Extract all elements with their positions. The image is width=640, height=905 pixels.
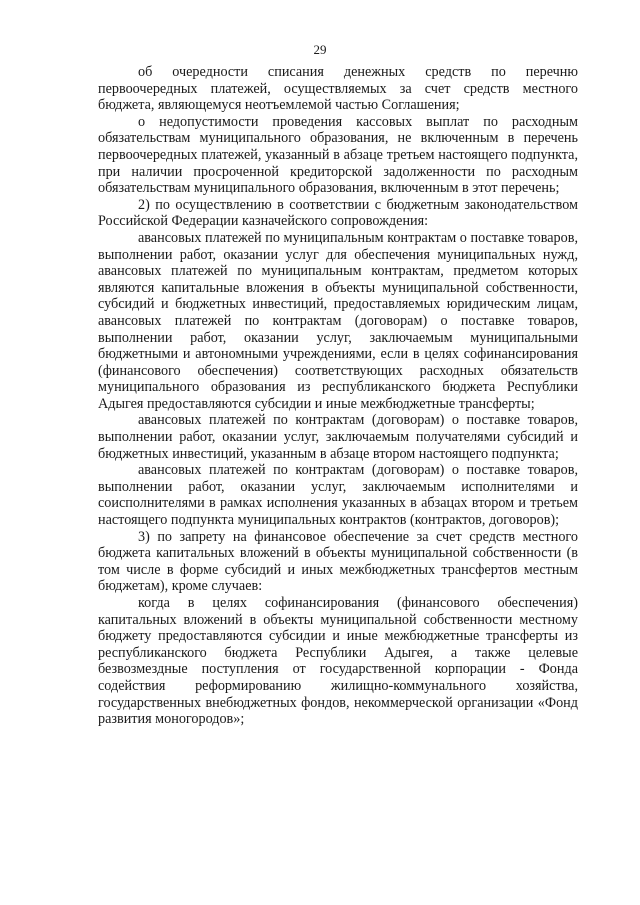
paragraph: когда в целях софинансирования (финансового обеспечения) капитальных вложений в объекты муниципальной собственности местному бюджету предоставляются субсидии и иные межбюджетные трансферты из республиканского бюджета Республики Адыгея, а также целевые безвозмездные поступления от государственной корпорации - Фонда содействия реформированию жилищно-коммунального хозяйства, государственных внебюджетных фондов, некоммерческой организации «Фонд развития моногородов»; [98, 595, 578, 728]
paragraph: авансовых платежей по контрактам (договорам) о поставке товаров, выполнении работ, оказании услуг, заключаемым исполнителями и соисполнителями в рамках исполнения указанных в абзацах втором и третьем настоящего подпункта муниципальных контрактов (контрактов, договоров); [98, 462, 578, 529]
paragraph: о недопустимости проведения кассовых выплат по расходным обязательствам муниципального образования, не включенным в перечень первоочередных платежей, указанный в абзаце третьем настоящего подпункта, при наличии просроченной кредиторской задолженности по расходным обязательствам муниципального образования, включенным в этот перечень; [98, 113, 578, 197]
paragraph: 3) по запрету на финансовое обеспечение за счет средств местного бюджета капитальных вложений в объекты муниципальной собственности (в том числе в форме субсидий и иных межбюджетных трансфертов местным бюджетам), кроме случаев: [98, 528, 578, 595]
document-body [98, 64, 578, 728]
paragraph: авансовых платежей по контрактам (договорам) о поставке товаров, выполнении работ, оказании услуг, заключаемым получателями субсидий и бюджетных инвестиций, указанным в абзаце втором настоящего подпункта; [98, 412, 578, 462]
paragraph: авансовых платежей по муниципальным контрактам о поставке товаров, выполнении работ, оказании услуг для обеспечения муниципальных нужд, авансовых платежей по муниципальным контрактам, предметом которых являются капитальные вложения в объекты муниципальной собственности, субсидий и бюджетных инвестиций, предоставляемых юридическим лицам, авансовых платежей по контрактам (договорам) о поставке товаров, выполнении работ, оказании услуг, заключаемым муниципальными бюджетными и автономными учреждениями, если в целях софинансирования (финансового обеспечения) соответствующих расходных обязательств муниципального образования из республиканского бюджета Республики Адыгея предоставляются субсидии и иные межбюджетные трансферты; [98, 229, 578, 412]
page-number: 29 [313, 42, 327, 57]
paragraph: об очередности списания денежных средств по перечню первоочередных платежей, осуществляемых за счет средств местного бюджета, являющемуся неотъемлемой частью Соглашения; [98, 64, 578, 114]
paragraph: 2) по осуществлению в соответствии с бюджетным законодательством Российской Федерации казначейского сопровождения: [98, 196, 578, 230]
